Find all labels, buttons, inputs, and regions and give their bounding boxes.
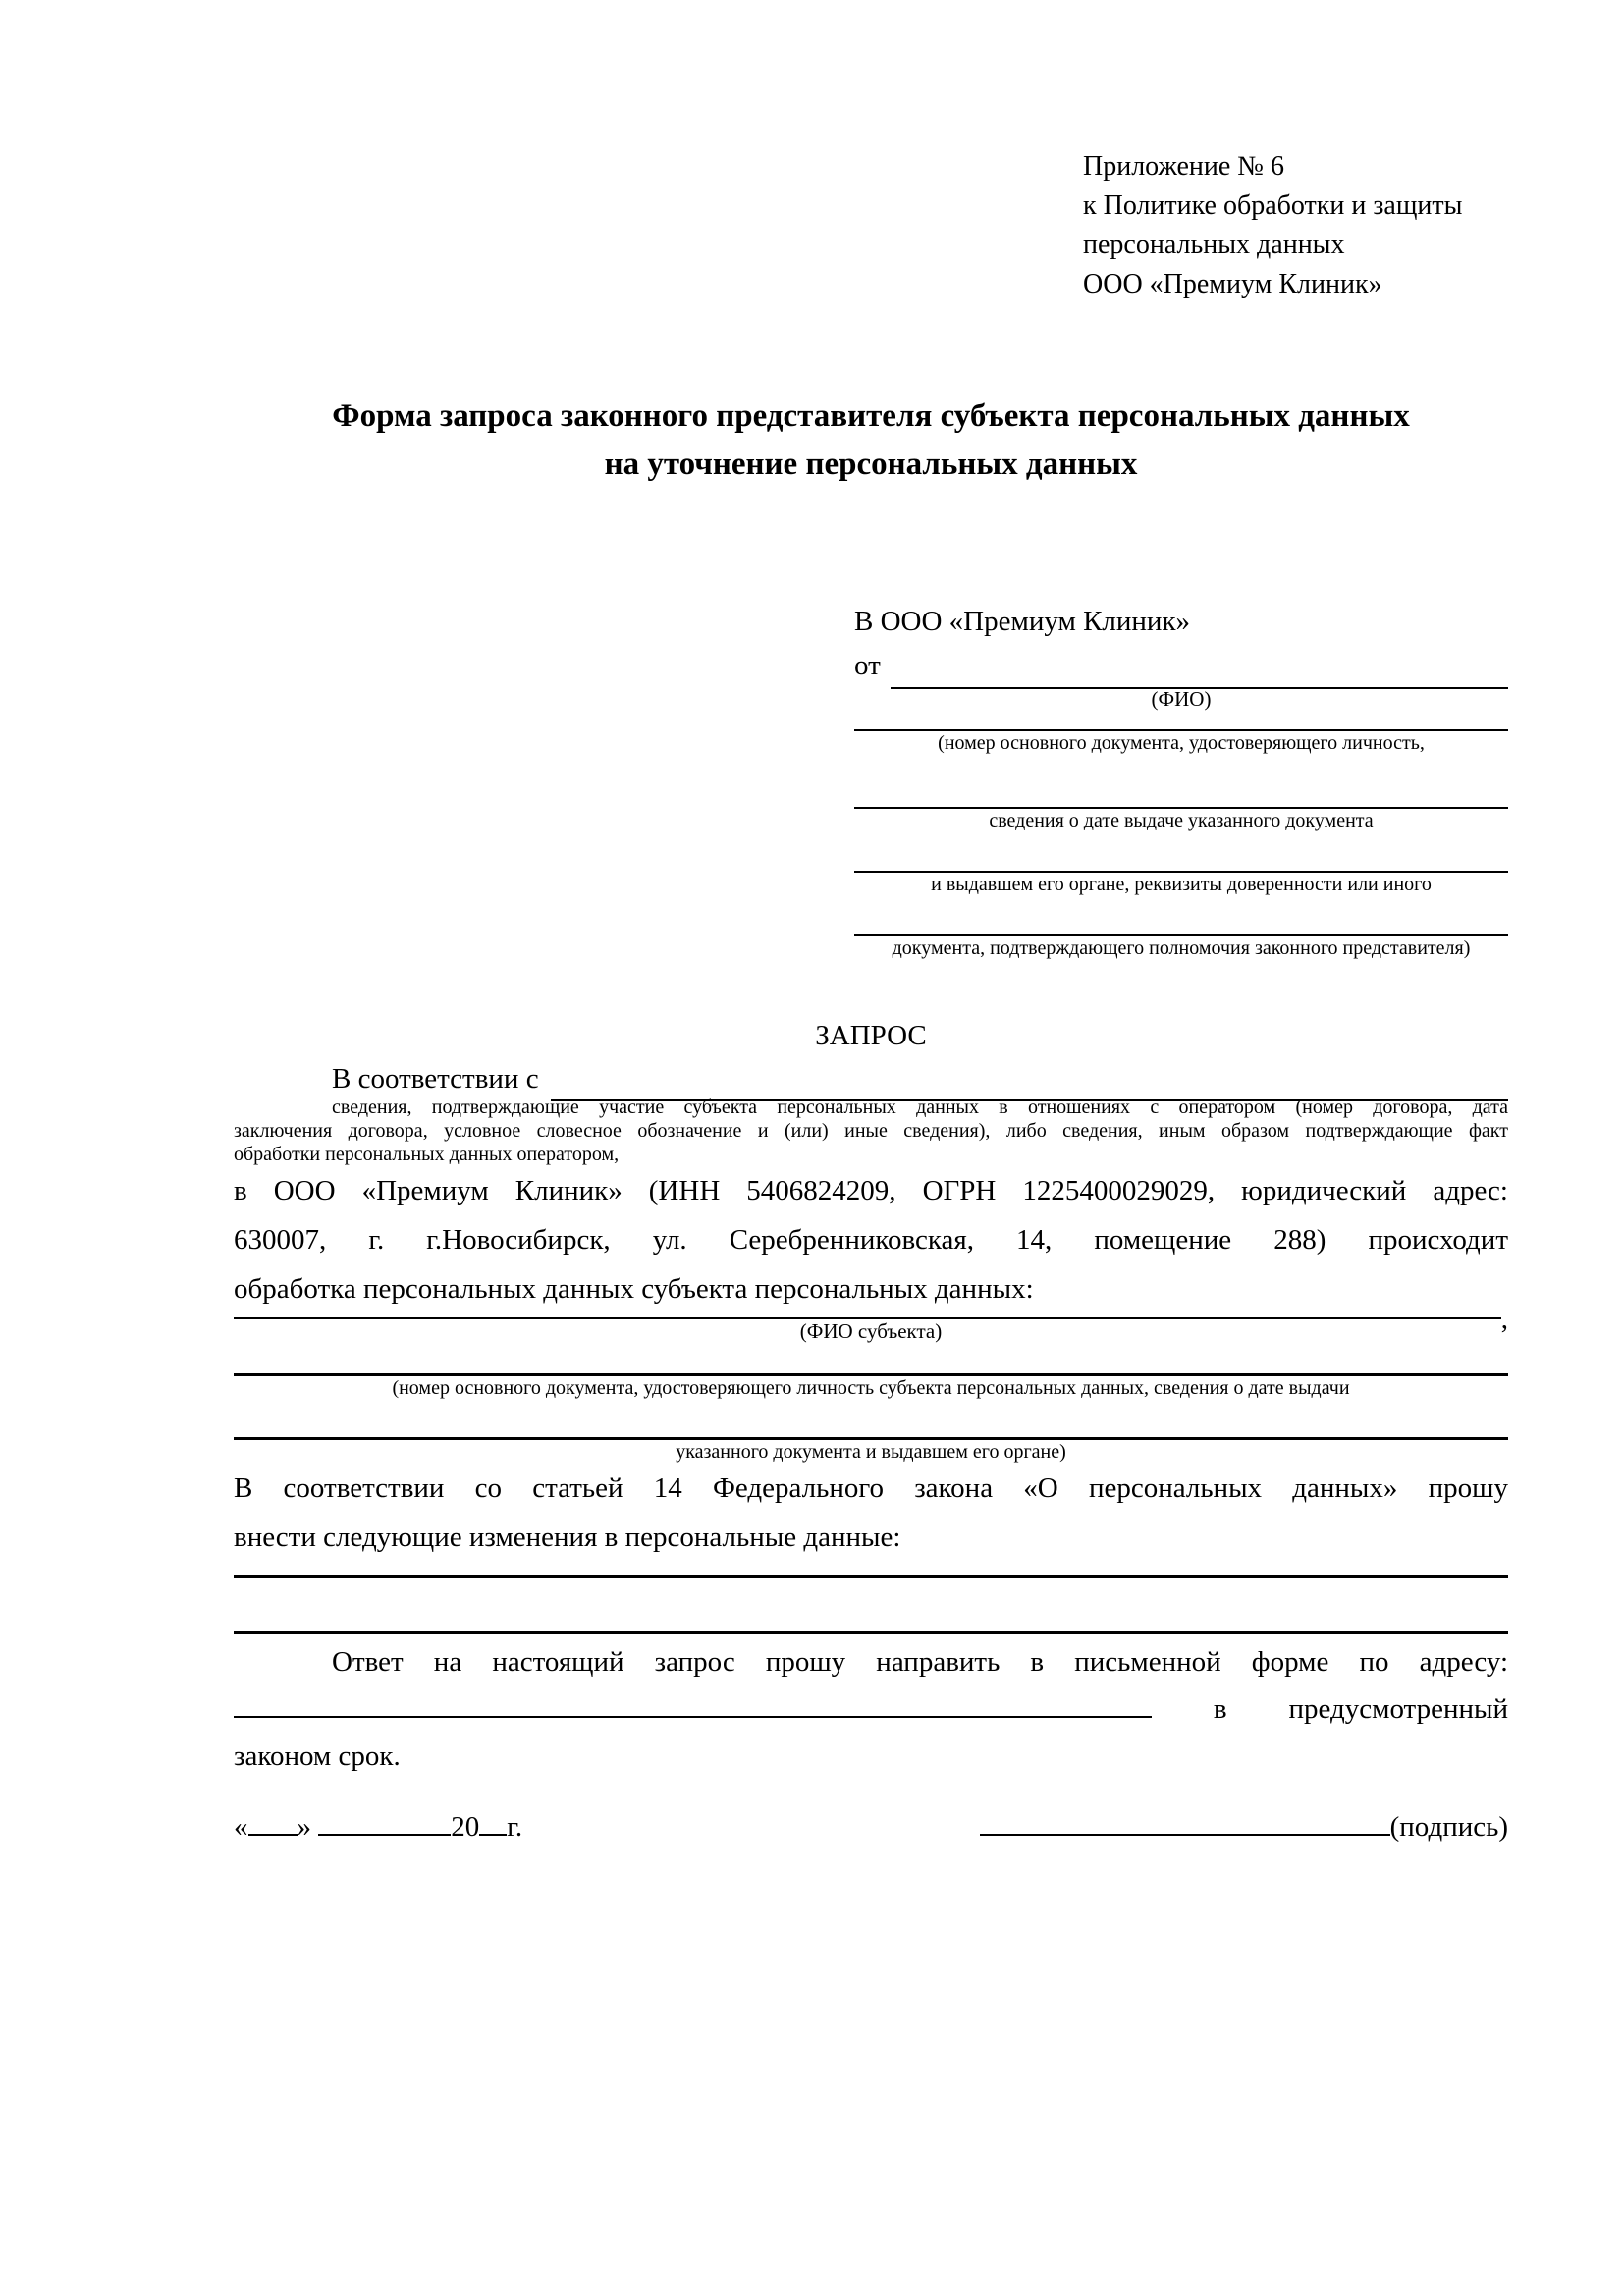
intro-caption-line-1: сведения, подтверждающие участие субъекта персональных данных в отношениях с оператором (номер договора, дата — [332, 1096, 1508, 1118]
representative-doc-caption-1: (номер основного документа, удостоверяющего личность, — [938, 732, 1425, 754]
reply-address-blank — [234, 1716, 1152, 1718]
changes-blank-1 — [234, 1562, 1508, 1578]
date-year-prefix: 20 — [451, 1811, 480, 1842]
date-year-suffix: г. — [507, 1811, 523, 1842]
representative-doc-blank-3 — [854, 857, 1508, 873]
title-line-2: на уточнение персональных данных — [604, 447, 1138, 482]
reply-line-1: Ответ на настоящий запрос прошу направить в письменной форме по адресу: — [332, 1646, 1508, 1678]
document-content — [234, 0, 1508, 1846]
reply-word-2: предусмотренный — [1288, 1693, 1508, 1725]
from-field — [854, 644, 1508, 687]
subject-fio-field: , — [234, 1313, 1508, 1319]
annex-line-2: к Политике обработки и защиты — [1083, 190, 1463, 221]
law-line-1: В соответствии со статьей 14 Федерального закона «О персональных данных» прошу — [234, 1472, 1508, 1504]
intro-caption-line-3: обработки персональных данных оператором, — [234, 1144, 620, 1165]
representative-doc-blank-4 — [854, 921, 1508, 936]
subject-doc-caption-1: (номер основного документа, удостоверяющего личность субъекта персональных данных, сведения о дате выдачи — [392, 1377, 1350, 1399]
operator-line-1: в ООО «Премиум Клиник» (ИНН 5406824209, ОГРН 1225400029029, юридический адрес: — [234, 1175, 1508, 1206]
title-line-1: Форма запроса законного представителя субъекта персональных данных — [332, 399, 1410, 434]
signature-field — [980, 1807, 1508, 1846]
reply-line-3: законом срок. — [234, 1740, 401, 1772]
representative-doc-caption-3: и выдавшем его органе, реквизиты доверенности или иного — [931, 874, 1432, 895]
reply-paragraph — [234, 1638, 1508, 1780]
intro-label: В соответствии с — [332, 1063, 539, 1095]
date-quote-open: « — [234, 1811, 248, 1842]
date-day-blank — [248, 1834, 298, 1836]
subject-doc-blank-2 — [234, 1423, 1508, 1440]
annex-block — [1083, 147, 1508, 304]
representative-doc-blank-2 — [854, 793, 1508, 809]
annex-line-3: персональных данных — [1083, 230, 1345, 260]
from-blank-line — [891, 644, 1508, 689]
annex-line-1: Приложение № 6 — [1083, 151, 1284, 182]
law-paragraph — [234, 1464, 1508, 1562]
representative-doc-blank-1 — [854, 716, 1508, 731]
annex-line-4: ООО «Премиум Клиник» — [1083, 269, 1382, 299]
signature-caption: (подпись) — [1389, 1811, 1508, 1842]
reply-word-1: в — [1213, 1693, 1227, 1725]
changes-blank-2 — [234, 1618, 1508, 1634]
request-heading: ЗАПРОС — [815, 1020, 927, 1051]
reply-line-2 — [234, 1685, 1508, 1733]
date-field — [234, 1807, 522, 1846]
fio-caption: (ФИО) — [1151, 687, 1212, 711]
intro-caption-line-2: заключения договора, условное словесное обозначение и (или) иные сведения), либо сведения, иным образом подтверждающие факт — [234, 1120, 1508, 1142]
date-month-blank — [318, 1834, 451, 1836]
representative-doc-caption-4: документа, подтверждающего полномочия законного представителя) — [892, 937, 1471, 959]
date-year-blank — [479, 1834, 507, 1836]
document-title — [234, 393, 1508, 489]
intro-caption — [234, 1095, 1508, 1166]
date-signature-row — [234, 1807, 1508, 1846]
operator-line-2: 630007, г. г.Новосибирск, ул. Серебренниковская, 14, помещение 288) происходит — [234, 1224, 1508, 1255]
intro-field — [234, 1058, 1508, 1099]
addressee-organization: В ООО «Премиум Клиник» — [854, 606, 1191, 637]
subject-fio-caption: (ФИО субъекта) — [799, 1319, 943, 1343]
subject-doc-blank-1 — [234, 1360, 1508, 1376]
representative-doc-caption-2: сведения о дате выдаче указанного документа — [989, 810, 1374, 831]
operator-line-3: обработка персональных данных субъекта персональных данных: — [234, 1273, 1034, 1305]
operator-paragraph — [234, 1166, 1508, 1313]
from-label: от — [854, 650, 881, 681]
addressee-block — [854, 599, 1508, 960]
signature-blank — [980, 1834, 1390, 1836]
date-quote-close: » — [297, 1811, 311, 1842]
law-line-2: внести следующие изменения в персональные данные: — [234, 1522, 901, 1553]
subject-doc-caption-2: указанного документа и выдавшем его органе) — [676, 1441, 1066, 1463]
